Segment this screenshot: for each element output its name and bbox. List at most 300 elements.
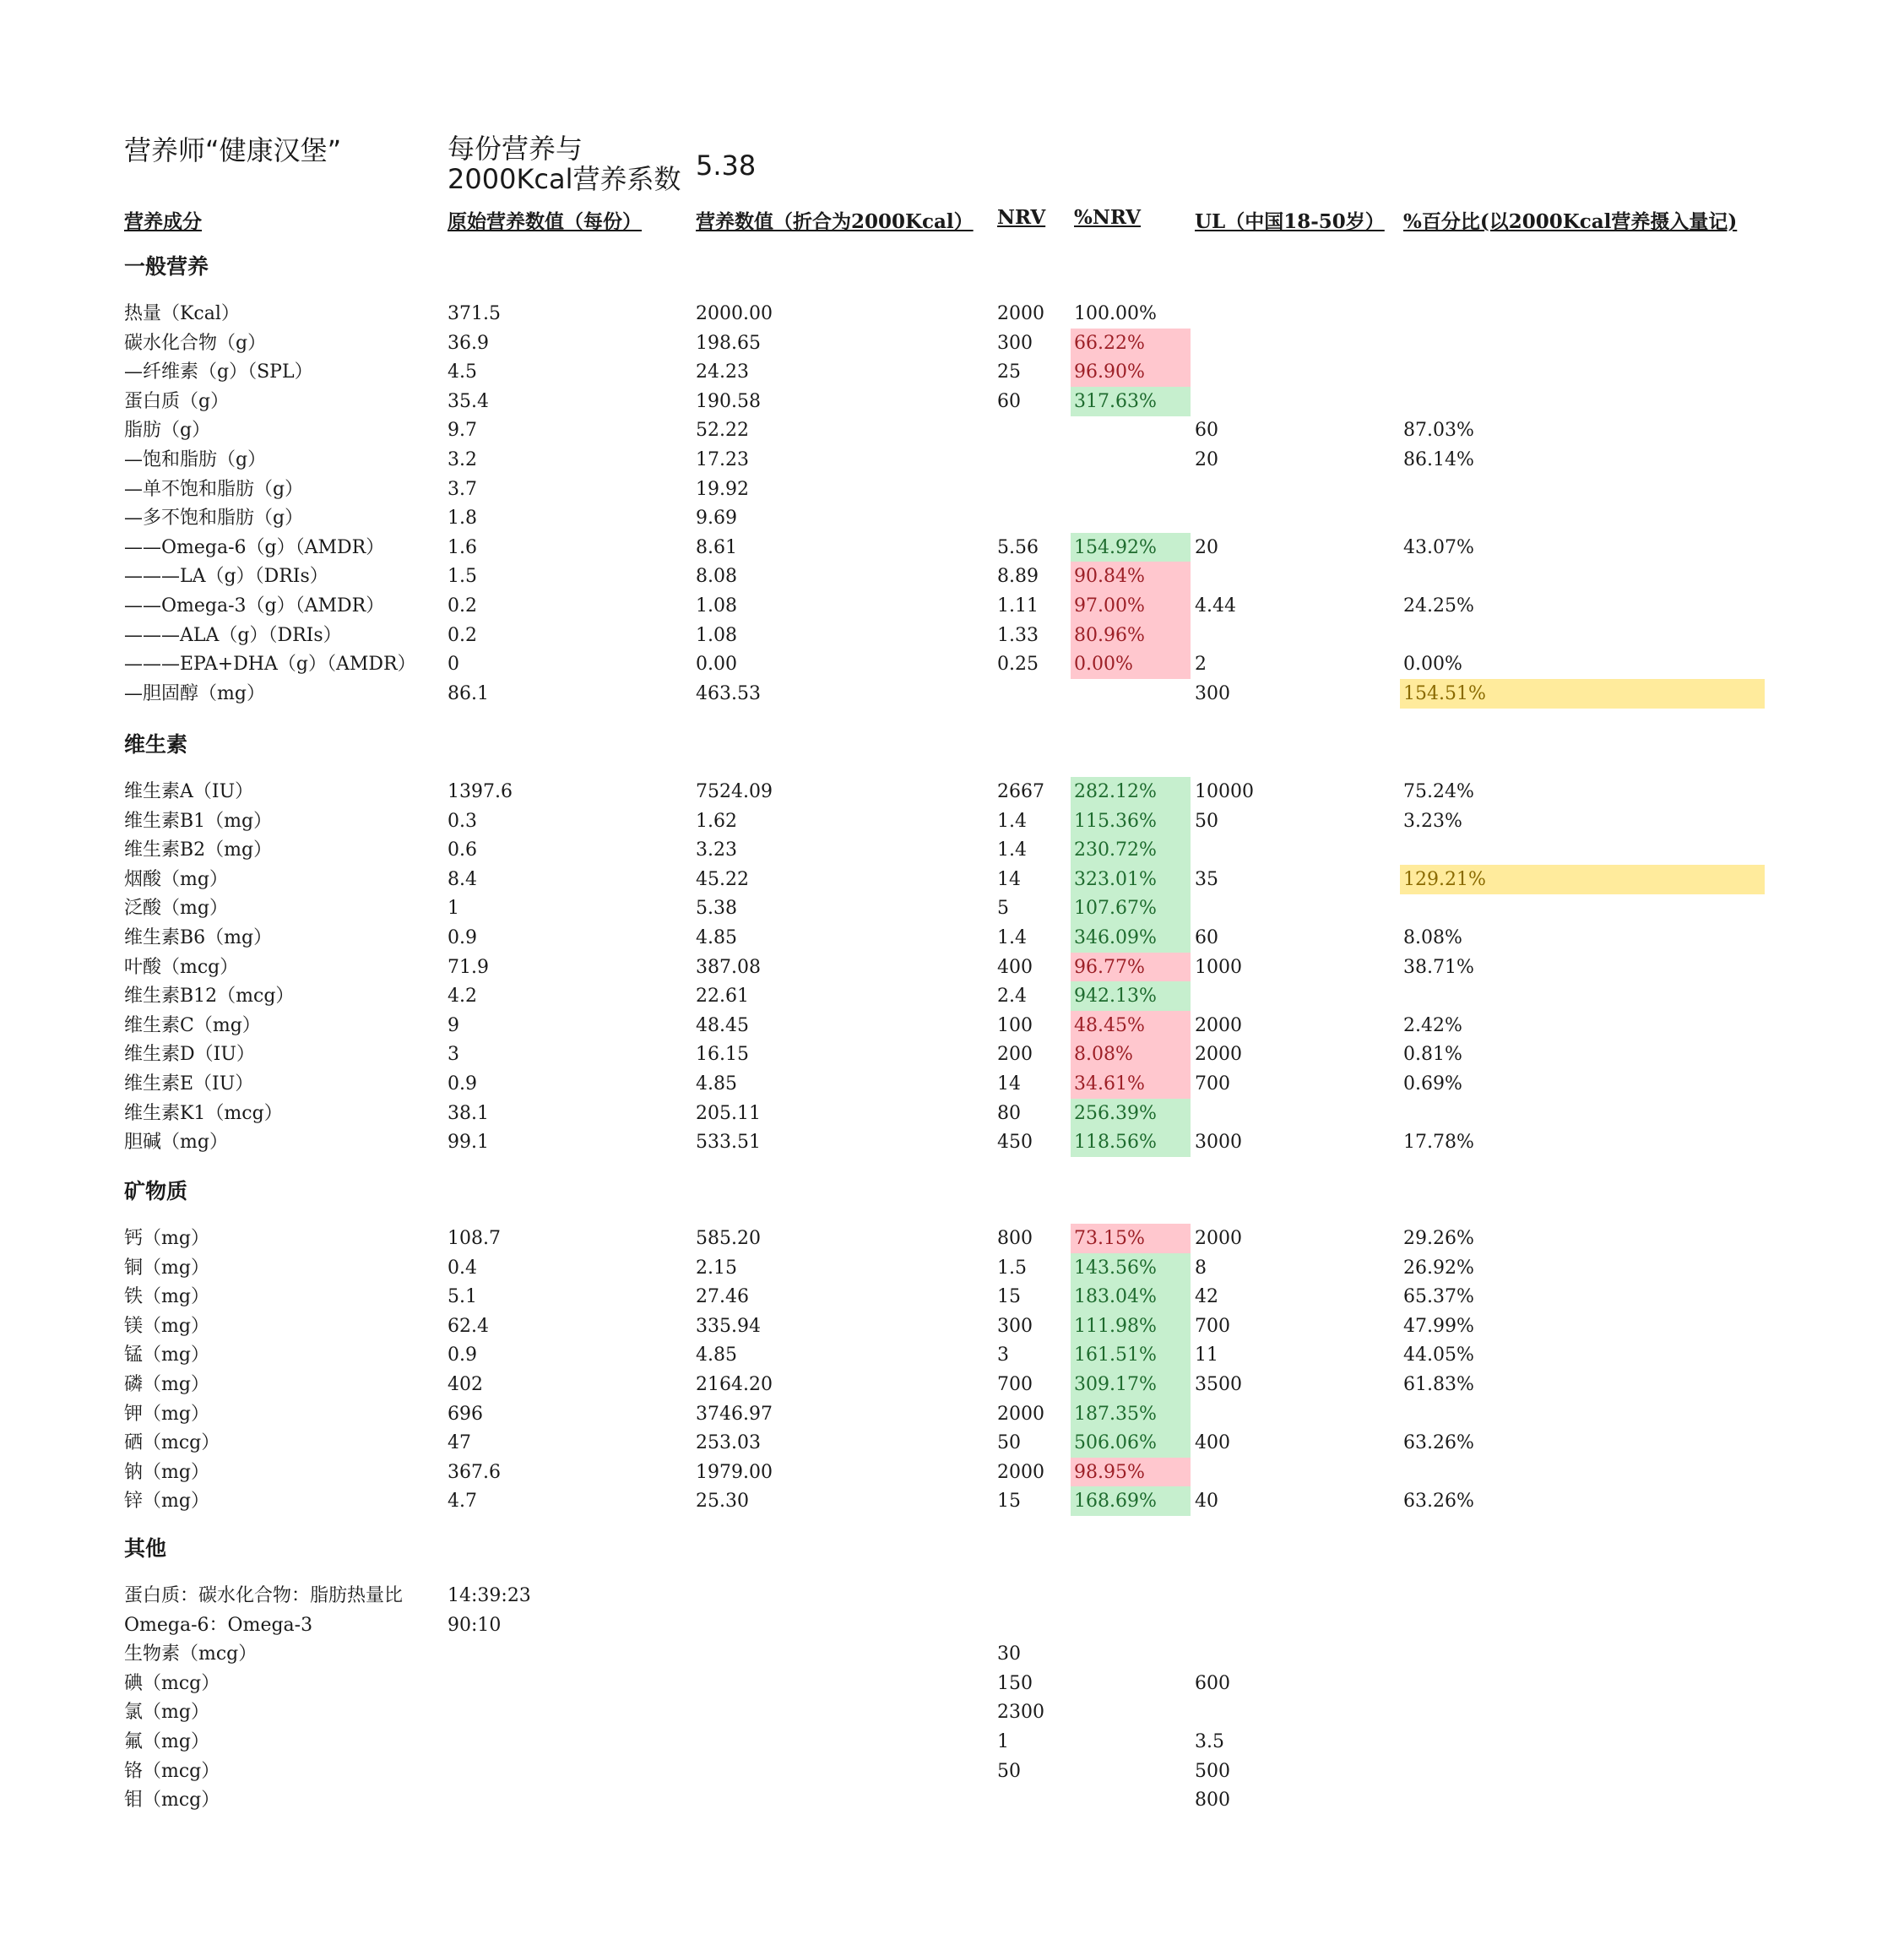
nrv-value: 1.11 — [997, 595, 1039, 617]
pct-ul-value — [1400, 329, 1765, 358]
nrv-value: 2000 — [997, 1462, 1044, 1483]
table-row — [0, 1253, 1904, 1283]
nrv-value: 2000 — [997, 1404, 1044, 1425]
pct-nrv-value: 183.04% — [1071, 1282, 1191, 1312]
pct-nrv-value: 230.72% — [1071, 835, 1191, 865]
ul-value: 500 — [1195, 1761, 1230, 1782]
pct-nrv-value: 346.09% — [1071, 923, 1191, 953]
scaled-value: 190.58 — [696, 391, 761, 412]
nutrient-name: 铁（mg） — [124, 1286, 209, 1307]
pct-nrv-value — [1071, 503, 1191, 533]
pct-nrv-value: 73.15% — [1071, 1224, 1191, 1253]
header-nrv: NRV — [997, 206, 1046, 229]
pct-ul-value: 63.26% — [1403, 1491, 1474, 1512]
nutrient-name: —胆固醇（mg） — [124, 683, 265, 704]
pct-ul-value: 8.08% — [1403, 927, 1462, 948]
nutrient-name: 泛酸（mg） — [124, 898, 228, 919]
raw-value: 4.7 — [448, 1491, 477, 1512]
table-row — [0, 387, 1904, 416]
ul-value: 300 — [1195, 683, 1230, 704]
scaled-value: 3746.97 — [696, 1404, 773, 1425]
nrv-value: 25 — [997, 361, 1021, 383]
ul-value: 3.5 — [1195, 1731, 1224, 1752]
pct-nrv-value — [1071, 1757, 1191, 1786]
table-row — [0, 1757, 1904, 1786]
table-row — [0, 1340, 1904, 1370]
pct-ul-value: 75.24% — [1403, 781, 1474, 802]
scaled-value: 1979.00 — [696, 1462, 773, 1483]
nrv-value: 5 — [997, 898, 1009, 919]
pct-ul-value — [1400, 894, 1765, 923]
pct-nrv-value: 317.63% — [1071, 387, 1191, 416]
raw-value: 8.4 — [448, 869, 477, 890]
pct-nrv-value — [1071, 416, 1191, 445]
raw-value: 0.3 — [448, 811, 477, 832]
table-row — [0, 835, 1904, 865]
table-row — [0, 1399, 1904, 1429]
nutrient-name: 钼（mcg） — [124, 1790, 220, 1811]
scaled-value: 9.69 — [696, 508, 737, 529]
nutrient-name: 蛋白质：碳水化合物：脂肪热量比 — [124, 1585, 404, 1606]
pct-nrv-value: 66.22% — [1071, 329, 1191, 358]
raw-value: 0 — [448, 654, 459, 675]
nutrient-name: 热量（Kcal） — [124, 303, 240, 324]
pct-nrv-value — [1071, 475, 1191, 504]
raw-value: 1 — [448, 898, 459, 919]
scaled-value: 463.53 — [696, 683, 761, 704]
table-row — [0, 1099, 1904, 1128]
table-row — [0, 1727, 1904, 1757]
pct-ul-value: 65.37% — [1403, 1286, 1474, 1307]
pct-nrv-value — [1071, 1581, 1191, 1611]
raw-value: 90:10 — [448, 1615, 502, 1636]
pct-ul-value: 129.21% — [1400, 865, 1765, 894]
pct-ul-value — [1400, 1099, 1765, 1128]
nutrient-name: 钠（mg） — [124, 1462, 209, 1483]
pct-nrv-value: 48.45% — [1071, 1011, 1191, 1040]
pct-ul-value — [1400, 1611, 1765, 1640]
table-row — [0, 1224, 1904, 1253]
raw-value: 35.4 — [448, 391, 489, 412]
subtitle-line-2: 2000Kcal营养系数 — [448, 163, 681, 195]
table-row — [0, 503, 1904, 533]
raw-value: 36.9 — [448, 333, 489, 354]
nutrient-name: 脂肪（g） — [124, 420, 211, 441]
table-row — [0, 679, 1904, 709]
nrv-value: 450 — [997, 1132, 1033, 1153]
raw-value: 0.2 — [448, 595, 477, 617]
scaled-value: 2.15 — [696, 1257, 737, 1279]
table-row — [0, 1486, 1904, 1516]
ul-value: 60 — [1195, 420, 1218, 441]
table-row — [0, 1697, 1904, 1727]
pct-ul-value: 44.05% — [1403, 1344, 1474, 1366]
table-row — [0, 1785, 1904, 1815]
scaled-value: 3.23 — [696, 839, 737, 861]
table-row — [0, 562, 1904, 591]
nrv-value: 100 — [997, 1015, 1033, 1036]
section-heading: 维生素 — [124, 732, 188, 757]
ul-value: 20 — [1195, 449, 1218, 470]
header-pct-ul: %百分比(以2000Kcal营养摄入量记) — [1403, 210, 1738, 233]
raw-value: 9.7 — [448, 420, 477, 441]
ul-value: 8 — [1195, 1257, 1207, 1279]
raw-value: 0.9 — [448, 1073, 477, 1094]
pct-ul-value — [1400, 1399, 1765, 1429]
ul-value: 2000 — [1195, 1044, 1242, 1065]
raw-value: 4.2 — [448, 986, 477, 1007]
scaled-value: 5.38 — [696, 898, 737, 919]
section-heading: 其他 — [124, 1536, 167, 1561]
pct-nrv-value: 107.67% — [1071, 894, 1191, 923]
nrv-value: 2300 — [997, 1702, 1044, 1723]
pct-nrv-value: 90.84% — [1071, 562, 1191, 591]
nrv-value: 200 — [997, 1044, 1033, 1065]
nrv-value: 50 — [997, 1432, 1021, 1453]
nrv-value: 3 — [997, 1344, 1009, 1366]
pct-ul-value: 47.99% — [1403, 1316, 1474, 1337]
table-row — [0, 1669, 1904, 1698]
pct-nrv-value: 96.77% — [1071, 953, 1191, 982]
pct-nrv-value: 118.56% — [1071, 1127, 1191, 1157]
raw-value: 14:39:23 — [448, 1585, 531, 1606]
nutrient-name: 铬（mcg） — [124, 1761, 220, 1782]
ul-value: 700 — [1195, 1316, 1230, 1337]
pct-ul-value: 0.81% — [1403, 1044, 1462, 1065]
raw-value: 3.2 — [448, 449, 477, 470]
table-row — [0, 981, 1904, 1011]
nrv-value: 80 — [997, 1103, 1021, 1124]
raw-value: 62.4 — [448, 1316, 489, 1337]
table-row — [0, 357, 1904, 387]
scaled-value: 22.61 — [696, 986, 749, 1007]
raw-value: 5.1 — [448, 1286, 477, 1307]
table-row — [0, 1458, 1904, 1487]
scaled-value: 48.45 — [696, 1015, 749, 1036]
pct-ul-value: 38.71% — [1403, 957, 1474, 978]
pct-ul-value: 29.26% — [1403, 1228, 1474, 1249]
subtitle-line-1: 每份营养与 — [448, 133, 583, 165]
nutrient-name: 生物素（mcg） — [124, 1643, 258, 1665]
header-pct-nrv: %NRV — [1074, 206, 1142, 229]
pct-ul-value: 17.78% — [1403, 1132, 1474, 1153]
pct-ul-value — [1400, 562, 1765, 591]
ul-value: 3000 — [1195, 1132, 1242, 1153]
raw-value: 0.9 — [448, 1344, 477, 1366]
nutrient-name: 碳水化合物（g） — [124, 333, 267, 354]
nutrient-name: 烟酸（mg） — [124, 869, 228, 890]
pct-nrv-value: 309.17% — [1071, 1370, 1191, 1399]
ul-value: 10000 — [1195, 781, 1254, 802]
raw-value: 1.5 — [448, 566, 477, 587]
scaled-value: 8.08 — [696, 566, 737, 587]
ul-value: 20 — [1195, 537, 1218, 558]
table-row — [0, 591, 1904, 621]
header-raw-value: 原始营养数值（每份） — [448, 210, 642, 233]
scaled-value: 2000.00 — [696, 303, 773, 324]
nrv-value: 14 — [997, 869, 1021, 890]
table-row — [0, 649, 1904, 679]
scaled-value: 198.65 — [696, 333, 761, 354]
raw-value: 696 — [448, 1404, 483, 1425]
pct-nrv-value: 143.56% — [1071, 1253, 1191, 1283]
nutrient-name: 钙（mg） — [124, 1228, 209, 1249]
nrv-value: 1.33 — [997, 625, 1039, 646]
scaled-value: 52.22 — [696, 420, 749, 441]
scaled-value: 387.08 — [696, 957, 761, 978]
pct-ul-value: 87.03% — [1403, 420, 1474, 441]
scaled-value: 45.22 — [696, 869, 749, 890]
nutrient-name: 碘（mcg） — [124, 1673, 220, 1694]
table-row — [0, 475, 1904, 504]
pct-nrv-value: 323.01% — [1071, 865, 1191, 894]
nrv-value: 50 — [997, 1761, 1021, 1782]
pct-nrv-value — [1071, 1697, 1191, 1727]
pct-ul-value: 26.92% — [1403, 1257, 1474, 1279]
table-row — [0, 923, 1904, 953]
pct-ul-value — [1400, 475, 1765, 504]
ul-value: 11 — [1195, 1344, 1218, 1366]
pct-ul-value: 0.00% — [1403, 654, 1462, 675]
nrv-value: 14 — [997, 1073, 1021, 1094]
scaled-value: 585.20 — [696, 1228, 761, 1249]
table-row — [0, 1069, 1904, 1099]
pct-ul-value: 86.14% — [1403, 449, 1474, 470]
scaled-value: 4.85 — [696, 1344, 737, 1366]
nrv-value: 2667 — [997, 781, 1044, 802]
pct-ul-value — [1400, 1669, 1765, 1698]
pct-nrv-value: 34.61% — [1071, 1069, 1191, 1099]
section-heading: 矿物质 — [124, 1179, 188, 1203]
nutrient-name: ——Omega-3（g）（AMDR） — [124, 595, 385, 617]
scaled-value: 335.94 — [696, 1316, 761, 1337]
pct-nrv-value: 161.51% — [1071, 1340, 1191, 1370]
pct-ul-value — [1400, 621, 1765, 650]
coefficient-value: 5.38 — [696, 149, 757, 182]
scaled-value: 205.11 — [696, 1103, 761, 1124]
table-row — [0, 865, 1904, 894]
ul-value: 800 — [1195, 1790, 1230, 1811]
table-row — [0, 299, 1904, 329]
pct-nrv-value: 115.36% — [1071, 807, 1191, 836]
scaled-value: 253.03 — [696, 1432, 761, 1453]
ul-value: 3500 — [1195, 1374, 1242, 1395]
nrv-value: 15 — [997, 1491, 1021, 1512]
nutrient-name: 锰（mg） — [124, 1344, 209, 1366]
nutrient-name: 维生素B6（mg） — [124, 927, 273, 948]
pct-nrv-value: 256.39% — [1071, 1099, 1191, 1128]
nutrient-name: 维生素B12（mcg） — [124, 986, 295, 1007]
table-row — [0, 416, 1904, 445]
nrv-value: 60 — [997, 391, 1021, 412]
pct-nrv-value: 187.35% — [1071, 1399, 1191, 1429]
table-row — [0, 777, 1904, 807]
scaled-value: 1.62 — [696, 811, 737, 832]
raw-value: 4.5 — [448, 361, 477, 383]
nrv-value: 700 — [997, 1374, 1033, 1395]
table-row — [0, 1282, 1904, 1312]
document-title: 营养师“健康汉堡” — [124, 134, 342, 166]
table-row — [0, 953, 1904, 982]
nutrient-name: 维生素D（IU） — [124, 1044, 255, 1065]
nrv-value: 1.4 — [997, 927, 1027, 948]
nrv-value: 1.4 — [997, 839, 1027, 861]
nutrient-name: Omega-6：Omega-3 — [124, 1615, 313, 1636]
nrv-value: 1.5 — [997, 1257, 1027, 1279]
header-scaled-value: 营养数值（折合为2000Kcal） — [696, 210, 974, 233]
nutrient-name: —饱和脂肪（g） — [124, 449, 267, 470]
nutrient-name: 铜（mg） — [124, 1257, 209, 1279]
raw-value: 47 — [448, 1432, 471, 1453]
nutrient-name: 维生素C（mg） — [124, 1015, 261, 1036]
pct-nrv-value — [1071, 1785, 1191, 1815]
table-row — [0, 1639, 1904, 1669]
pct-ul-value — [1400, 357, 1765, 387]
pct-nrv-value: 100.00% — [1074, 303, 1157, 324]
nutrient-name: 氯（mg） — [124, 1702, 209, 1723]
table-row — [0, 621, 1904, 650]
nrv-value: 2000 — [997, 303, 1044, 324]
pct-nrv-value: 80.96% — [1071, 621, 1191, 650]
nutrient-name: 镁（mg） — [124, 1316, 209, 1337]
scaled-value: 8.61 — [696, 537, 737, 558]
pct-nrv-value — [1071, 1669, 1191, 1698]
table-row — [0, 1312, 1904, 1341]
table-row — [0, 1040, 1904, 1069]
section-heading: 一般营养 — [124, 254, 209, 279]
scaled-value: 4.85 — [696, 927, 737, 948]
pct-ul-value — [1400, 1727, 1765, 1757]
ul-value: 2000 — [1195, 1015, 1242, 1036]
table-row — [0, 1370, 1904, 1399]
nutrient-name: —单不饱和脂肪（g） — [124, 479, 304, 500]
raw-value: 86.1 — [448, 683, 489, 704]
nutrient-name: 叶酸（mcg） — [124, 957, 239, 978]
raw-value: 3 — [448, 1044, 459, 1065]
nutrient-name: ———ALA（g）（DRIs） — [124, 625, 342, 646]
table-row — [0, 445, 1904, 475]
ul-value: 2000 — [1195, 1228, 1242, 1249]
raw-value: 0.9 — [448, 927, 477, 948]
pct-nrv-value: 96.90% — [1071, 357, 1191, 387]
document-subtitle — [448, 133, 681, 194]
ul-value: 700 — [1195, 1073, 1230, 1094]
scaled-value: 17.23 — [696, 449, 749, 470]
pct-nrv-value — [1071, 445, 1191, 475]
scaled-value: 1.08 — [696, 595, 737, 617]
nutrient-name: ——Omega-6（g）（AMDR） — [124, 537, 385, 558]
nutrient-name: 钾（mg） — [124, 1404, 209, 1425]
scaled-value: 27.46 — [696, 1286, 749, 1307]
ul-value: 4.44 — [1195, 595, 1236, 617]
pct-nrv-value: 98.95% — [1071, 1458, 1191, 1487]
pct-ul-value — [1400, 1697, 1765, 1727]
pct-nrv-value: 8.08% — [1071, 1040, 1191, 1069]
raw-value: 1.6 — [448, 537, 477, 558]
raw-value: 71.9 — [448, 957, 489, 978]
nrv-value: 15 — [997, 1286, 1021, 1307]
nutrient-name: 蛋白质（g） — [124, 391, 230, 412]
table-row — [0, 1581, 1904, 1611]
raw-value: 99.1 — [448, 1132, 489, 1153]
nrv-value: 30 — [997, 1643, 1021, 1665]
nutrient-name: 锌（mg） — [124, 1491, 209, 1512]
ul-value: 35 — [1195, 869, 1218, 890]
pct-nrv-value: 942.13% — [1071, 981, 1191, 1011]
pct-nrv-value: 0.00% — [1071, 649, 1191, 679]
pct-nrv-value: 506.06% — [1071, 1428, 1191, 1458]
table-row — [0, 329, 1904, 358]
pct-nrv-value — [1071, 1639, 1191, 1669]
nutrient-name: —纤维素（g）（SPL） — [124, 361, 313, 383]
scaled-value: 2164.20 — [696, 1374, 773, 1395]
ul-value: 400 — [1195, 1432, 1230, 1453]
ul-value: 42 — [1195, 1286, 1218, 1307]
nutrient-name: 硒（mcg） — [124, 1432, 220, 1453]
nutrient-name: 维生素E（IU） — [124, 1073, 254, 1094]
nrv-value: 1 — [997, 1731, 1009, 1752]
pct-ul-value: 0.69% — [1403, 1073, 1462, 1094]
raw-value: 108.7 — [448, 1228, 501, 1249]
nrv-value: 2.4 — [997, 986, 1027, 1007]
pct-ul-value: 61.83% — [1403, 1374, 1474, 1395]
ul-value: 2 — [1195, 654, 1207, 675]
nrv-value: 8.89 — [997, 566, 1039, 587]
pct-ul-value — [1400, 1639, 1765, 1669]
ul-value: 50 — [1195, 811, 1218, 832]
pct-nrv-value: 97.00% — [1071, 591, 1191, 621]
pct-nrv-value — [1071, 1611, 1191, 1640]
nutrient-name: —多不饱和脂肪（g） — [124, 508, 304, 529]
pct-ul-value: 43.07% — [1403, 537, 1474, 558]
scaled-value: 1.08 — [696, 625, 737, 646]
pct-nrv-value: 154.92% — [1071, 533, 1191, 562]
nutrient-name: ———LA（g）（DRIs） — [124, 566, 328, 587]
scaled-value: 533.51 — [696, 1132, 761, 1153]
scaled-value: 19.92 — [696, 479, 749, 500]
pct-ul-value — [1400, 1458, 1765, 1487]
table-row — [0, 807, 1904, 836]
ul-value: 40 — [1195, 1491, 1218, 1512]
nutrient-name: 氟（mg） — [124, 1731, 209, 1752]
scaled-value: 4.85 — [696, 1073, 737, 1094]
pct-ul-value: 154.51% — [1400, 679, 1765, 709]
pct-ul-value — [1400, 503, 1765, 533]
ul-value: 600 — [1195, 1673, 1230, 1694]
scaled-value: 7524.09 — [696, 781, 773, 802]
scaled-value: 24.23 — [696, 361, 749, 383]
raw-value: 402 — [448, 1374, 483, 1395]
raw-value: 3.7 — [448, 479, 477, 500]
pct-ul-value — [1400, 981, 1765, 1011]
table-row — [0, 894, 1904, 923]
table-row — [0, 1011, 1904, 1040]
pct-nrv-value — [1071, 679, 1191, 709]
raw-value: 1397.6 — [448, 781, 513, 802]
pct-nrv-value — [1071, 1727, 1191, 1757]
pct-ul-value — [1400, 1785, 1765, 1815]
pct-ul-value — [1400, 387, 1765, 416]
header-ul: UL（中国18-50岁） — [1195, 210, 1385, 233]
nrv-value: 400 — [997, 957, 1033, 978]
pct-ul-value: 3.23% — [1403, 811, 1462, 832]
nutrient-name: 维生素K1（mcg） — [124, 1103, 283, 1124]
header-nutrient: 营养成分 — [124, 210, 202, 233]
scaled-value: 16.15 — [696, 1044, 749, 1065]
pct-ul-value: 2.42% — [1403, 1015, 1462, 1036]
raw-value: 0.4 — [448, 1257, 477, 1279]
pct-ul-value: 24.25% — [1403, 595, 1474, 617]
